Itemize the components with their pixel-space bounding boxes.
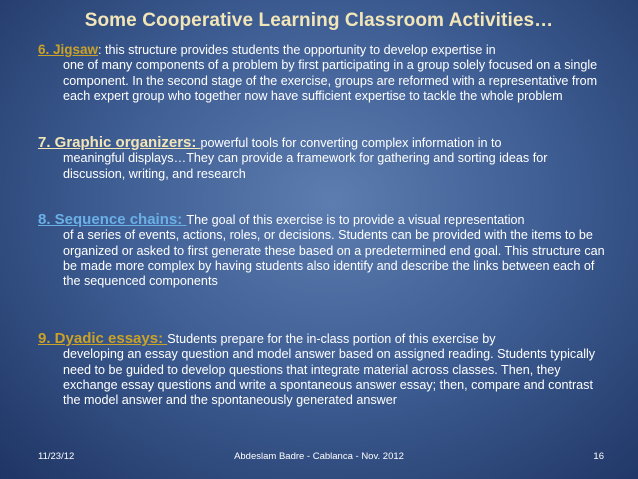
- item-lead-text: Students prepare for the in-class portion of this exercise by: [167, 332, 496, 346]
- item-first-line: [38, 135, 613, 151]
- item-heading: 8. Sequence chains:: [38, 211, 187, 228]
- list-item-dyadic-essays: [38, 331, 613, 408]
- item-lead-text: powerful tools for converting complex information in to: [200, 136, 502, 150]
- item-lead-text: The goal of this exercise is to provide a visual representation: [186, 213, 525, 227]
- slide-title: Some Cooperative Learning Classroom Activities…: [84, 10, 554, 31]
- item-body-text: developing an essay question and model answer based on assigned reading. Students typically need to be guided to develop questions that integrate material across classes. Then, they exchange essay questions and write a spontaneous answer essay; then, compare and contrast the model answer and the spontaneously generated answer: [63, 347, 596, 408]
- footer-date: 11/23/12: [38, 451, 75, 462]
- footer-page-number: 16: [593, 451, 604, 462]
- item-first-line: [38, 331, 613, 347]
- list-item-graphic-organizers: [38, 135, 613, 182]
- item-body-text: meaningful displays…They can provide a framework for gathering and sorting ideas for discussion, writing, and research: [63, 151, 548, 181]
- list-item-sequence-chains: [38, 212, 613, 289]
- item-heading: 6. Jigsaw: [38, 42, 99, 57]
- item-heading: 9. Dyadic essays:: [38, 330, 168, 347]
- item-body-text: one of many components of a problem by first participating in a group solely focused on a single component. In the second stage of the exercise, groups are reformed with a representative from each expert group who together now have sufficient expertise to tackle the whole problem: [63, 58, 598, 103]
- list-item-jigsaw: [38, 42, 613, 104]
- item-first-line: [38, 212, 613, 228]
- item-heading: 7. Graphic organizers:: [38, 134, 201, 151]
- item-first-line: [38, 42, 613, 58]
- footer-author: Abdeslam Badre - Cablanca - Nov. 2012: [234, 451, 404, 462]
- item-body-text: of a series of events, actions, roles, or decisions. Students can be provided with the items to be organized or asked to first generate these based on a predetermined end goal. This structure can be made more complex by having students also identify and describe the links between each of the sequenced components: [63, 228, 605, 289]
- item-separator: :: [98, 43, 102, 57]
- item-lead-text: this structure provides students the opportunity to develop expertise in: [101, 43, 496, 57]
